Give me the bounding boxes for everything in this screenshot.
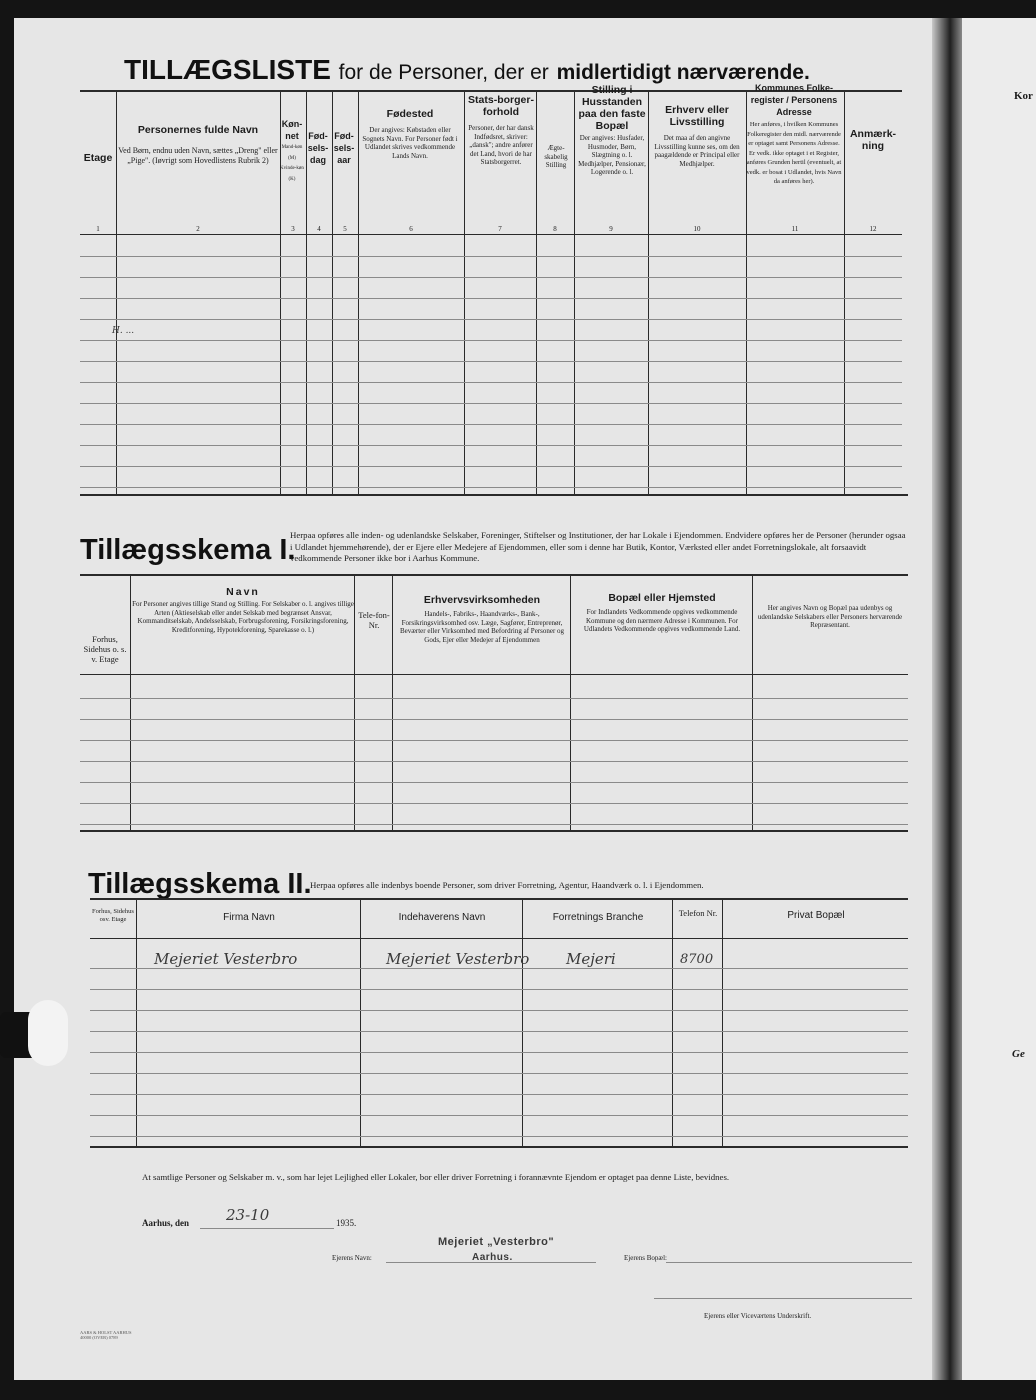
s2-row-line [90, 989, 908, 990]
signature-label: Ejerens eller Viceværtens Underskrift. [704, 1312, 812, 1320]
skema1-header-rule [80, 674, 908, 675]
owner-name-label: Ejerens Navn: [332, 1254, 372, 1262]
s2-column-rule [136, 898, 137, 1146]
s2-row-line [90, 1073, 908, 1074]
list-row-line [80, 424, 902, 425]
list-header-rule [80, 234, 902, 235]
adjacent-page-text: Kor [1014, 90, 1033, 102]
list-column-rule [574, 90, 575, 494]
skema2-header-rule [90, 938, 908, 939]
s2-col-branche: Forretnings Branche [552, 912, 644, 923]
col-stilling-head: Stilling i Husstanden paa den faste Bopæl [578, 84, 646, 132]
s1-col-bopael [572, 592, 752, 634]
s2-column-rule [722, 898, 723, 1146]
list-row-line [80, 445, 902, 446]
col-navn-sub: Ved Børn, endnu uden Navn, sættes „Dreng" eller „Pige". (Iøvrigt som Hovedlistens Rubrik 2) [118, 146, 278, 165]
col-dag-head: Fød-sels-dag [307, 131, 329, 165]
list-column-number: 7 [498, 225, 502, 233]
list-column-rule [464, 90, 465, 494]
skema2-intro: Herpaa opføres alle indenbys boende Personer, som driver Forretning, Agentur, Haandværk o. l. i Ejendommen. [310, 880, 704, 890]
list-title-main: TILLÆGSLISTE [124, 54, 331, 85]
s1-col-telefon-sub: Tele-fon-Nr. [358, 610, 390, 630]
list-column-number: 6 [409, 225, 413, 233]
s1-col-navn-head: Navn [226, 586, 260, 598]
col-dag [306, 130, 330, 166]
s1-col-repr-sub: Her angives Navn og Bopæl paa udenbys og udenlandske Selskabers eller Personers herværende Repræsentant. [757, 604, 903, 629]
skema1-bottom-rule [80, 830, 908, 832]
s2-column-rule [522, 898, 523, 1146]
col-aegte [538, 144, 574, 170]
s2-col-telefon: Telefon Nr. [678, 908, 718, 918]
book-tab [0, 1000, 70, 1070]
s1-col-erhverv-sub: Handels-, Fabriks-, Haandværks-, Bank-, Forsikringsvirksomhed osv. Læge, Sagfører, Entreprenør, Beværter eller Virksomhed med Befordring af Personer og Gods, Ejer eller Medejer af Ejendommen [399, 610, 565, 644]
s2-row-line [90, 1031, 908, 1032]
list-row-line [80, 340, 902, 341]
stamp-line1: Mejeriet „Vesterbro" [438, 1236, 555, 1248]
skema2-title: Tillægsskema II. [88, 868, 312, 900]
list-bottom-rule [80, 494, 908, 496]
list-row-line [80, 298, 902, 299]
col-erhverv [650, 104, 744, 168]
stamp-line2: Aarhus. [472, 1252, 513, 1263]
owner-name-line [386, 1262, 596, 1263]
s2-branche-value: Mejeri [566, 950, 616, 968]
list-row-line [80, 277, 902, 278]
s1-column-rule [392, 574, 393, 830]
s1-row-line [80, 719, 908, 720]
col-register-sub: Her anføres, i hvilken Kommunes Folkeregister den midl. nærværende er optaget samt Personens Adresse. Er vedk. ikke optaget i et Register, anføres Grunden hertil (eventuelt, at vedk. er bosat i Udlandet, hvis Navn da anføres her). [746, 121, 842, 185]
list-row-line [80, 382, 902, 383]
col-navn [118, 124, 278, 166]
s2-row-line [90, 1094, 908, 1095]
s2-row-line [90, 968, 908, 969]
owner-addr-label: Ejerens Bopæl: [624, 1254, 667, 1262]
list-title [124, 54, 810, 86]
s1-col-navn [132, 586, 354, 634]
book-tab-light [28, 1000, 68, 1066]
skema1-intro: Herpaa opføres alle inden- og udenlandske Selskaber, Foreninger, Stiftelser og Institutioner, der har Lokale i Ejendommen. Endvidere opføres her de Personer (herunder ogsaa i Udlandet hjemmehørende), der er Ejere eller Medejere af Ejendommen, eller som i denne har Butik, Kontor, Værksted eller andet Forretningslokale, alt forsaavidt vedkommende Personer ikke bor i Aarhus Kommune. [290, 530, 906, 563]
list-column-number: 8 [553, 225, 557, 233]
list-handwriting: H. ... [112, 326, 135, 336]
s1-column-rule [130, 574, 131, 830]
col-erhverv-head: Erhverv eller Livsstilling [665, 104, 729, 128]
place-label: Aarhus, den [142, 1218, 190, 1228]
list-column-number: 4 [317, 225, 321, 233]
s1-col-bopael-head: Bopæl eller Hjemsted [608, 592, 716, 604]
signature-line [654, 1298, 912, 1299]
s1-col-etage-sub: Forhus, Sidehus o. s. v. Etage [83, 634, 127, 664]
list-column-rule [648, 90, 649, 494]
s1-col-navn-sub: For Personer angives tillige Stand og Stilling. For Selskaber o. l. angives tillige Arten (Aktieselskab eller andet Selskab med begrænset Ansvar, Kommanditselskab, Andelsselskab, Forbrugsforening, Forsikringsforening, Kreditforening, Hypotekforening, Sparekasse o. l.) [132, 600, 354, 634]
s1-row-line [80, 761, 908, 762]
book-gutter [932, 18, 962, 1380]
list-column-number: 11 [791, 225, 799, 233]
year: 1935. [336, 1218, 357, 1228]
s2-row-line [90, 1052, 908, 1053]
col-kon-head: Køn-net [281, 119, 303, 141]
s1-row-line [80, 782, 908, 783]
list-row-line [80, 466, 902, 467]
s1-col-erhverv-head: Erhvervsvirksomheden [423, 594, 541, 606]
list-row-line [80, 319, 902, 320]
skema1-top-rule [80, 574, 908, 576]
list-row-line [80, 361, 902, 362]
col-stats-sub: Personer, der har dansk Indfødsret, skriver: „dansk"; andre anfører det Land, hvori de har Statsborgerret. [468, 124, 534, 166]
s2-row-line [90, 1010, 908, 1011]
s2-col-bopael: Privat Bopæl [787, 910, 845, 921]
s1-col-telefon [356, 610, 392, 630]
s2-col-firma: Firma Navn [223, 912, 275, 923]
declaration-text: At samtlige Personer og Selskaber m. v., som har lejet Lejlighed eller Lokaler, bor eller driver Forretning i forannævnte Ejendom er optaget paa denne Liste, bevidnes. [142, 1172, 730, 1182]
s1-col-etage [80, 634, 130, 664]
declaration [142, 1172, 912, 1182]
s2-firma-value: Mejeriet Vesterbro [154, 950, 298, 968]
col-aar [332, 130, 356, 166]
col-kon-sub: Mand-køn (M) Kvinde-køn (K) [280, 145, 304, 182]
col-navn-head: Personernes fulde Navn [137, 124, 259, 136]
s2-indehaver-value: Mejeriet Vesterbro [386, 950, 530, 968]
list-row-line [80, 403, 902, 404]
col-aegte-head: Ægte-skabelig Stilling [544, 144, 568, 169]
col-stats [466, 94, 536, 167]
s2-column-rule [360, 898, 361, 1146]
list-row-line [80, 487, 902, 488]
printer-imprint: AARS & HOLST AARHUS 40000 (OVER) 0789 [80, 1330, 132, 1340]
s1-row-line [80, 740, 908, 741]
col-anmaerkning-head: Anmærk-ning [849, 128, 897, 152]
list-column-number: 3 [291, 225, 295, 233]
s1-row-line [80, 698, 908, 699]
col-stats-head: Stats-borger-forhold [468, 94, 534, 118]
col-fodested [358, 108, 462, 160]
s1-row-line [80, 803, 908, 804]
list-row-line [80, 256, 902, 257]
adjacent-page-hand: Ge [1012, 1048, 1025, 1060]
col-stilling [576, 84, 648, 177]
col-etage [80, 152, 116, 164]
col-fodested-head: Fødested [386, 108, 434, 120]
list-column-rule [116, 90, 117, 494]
col-anmaerkning [844, 128, 902, 152]
col-kon [280, 118, 304, 184]
s1-col-bopael-sub: For Indlandets Vedkommende opgives vedkommende Kommune og den nærmere Adresse i Kommunen. For Udlandets Vedkommende opgives vedkommende Land. [583, 608, 741, 633]
s2-row-line [90, 1136, 908, 1137]
date-line [200, 1228, 334, 1229]
s1-col-repr [756, 604, 904, 630]
adjacent-page [962, 18, 1036, 1380]
skema2-bottom-rule [90, 1146, 908, 1148]
s1-column-rule [570, 574, 571, 830]
s2-column-rule [672, 898, 673, 1146]
s2-col-indehaver: Indehaverens Navn [398, 912, 486, 923]
s1-col-erhverv [394, 594, 570, 644]
date-hand: 23-10 [226, 1206, 270, 1224]
list-column-number: 12 [869, 225, 877, 233]
col-etage-head: Etage [83, 152, 113, 164]
col-register-head: Kommunes Folke-register / Personens Adresse [750, 83, 838, 117]
list-title-bold: midlertidigt nærværende. [556, 61, 810, 84]
owner-addr-line [666, 1262, 912, 1263]
s2-row-line [90, 1115, 908, 1116]
s2-telefon-value: 8700 [680, 952, 714, 967]
s1-row-line [80, 824, 908, 825]
s1-column-rule [354, 574, 355, 830]
s2-col-etage-head: Forhus, Sidehus osv. Etage [92, 908, 134, 923]
col-stilling-sub: Der angives: Husfader, Husmoder, Børn, Slægtning o. l. Medhjælper, Pensionær, Logerende o. l. [578, 134, 646, 176]
skema2-top-rule [90, 898, 908, 900]
list-column-number: 1 [96, 225, 100, 233]
list-title-rest: for de Personer, der er [338, 61, 549, 84]
list-column-number: 9 [609, 225, 613, 233]
col-fodested-sub: Der angives: Købstaden eller Sognets Navn. For Personer født i Udlandet skrives vedkommende Lands Navn. [362, 126, 458, 160]
list-column-number: 10 [693, 225, 701, 233]
list-column-rule [536, 90, 537, 494]
col-erhverv-sub: Det maa af den angivne Livsstilling kunne ses, om den paagældende er Principal eller Medhjælper. [654, 134, 740, 168]
s1-column-rule [752, 574, 753, 830]
list-column-number: 5 [343, 225, 347, 233]
list-column-number: 2 [196, 225, 200, 233]
s2-col-etage [90, 908, 136, 924]
col-register [746, 82, 842, 187]
skema1-title: Tillægsskema I. [80, 534, 296, 566]
form-page [14, 18, 932, 1380]
col-aar-head: Fød-sels-aar [333, 131, 355, 165]
